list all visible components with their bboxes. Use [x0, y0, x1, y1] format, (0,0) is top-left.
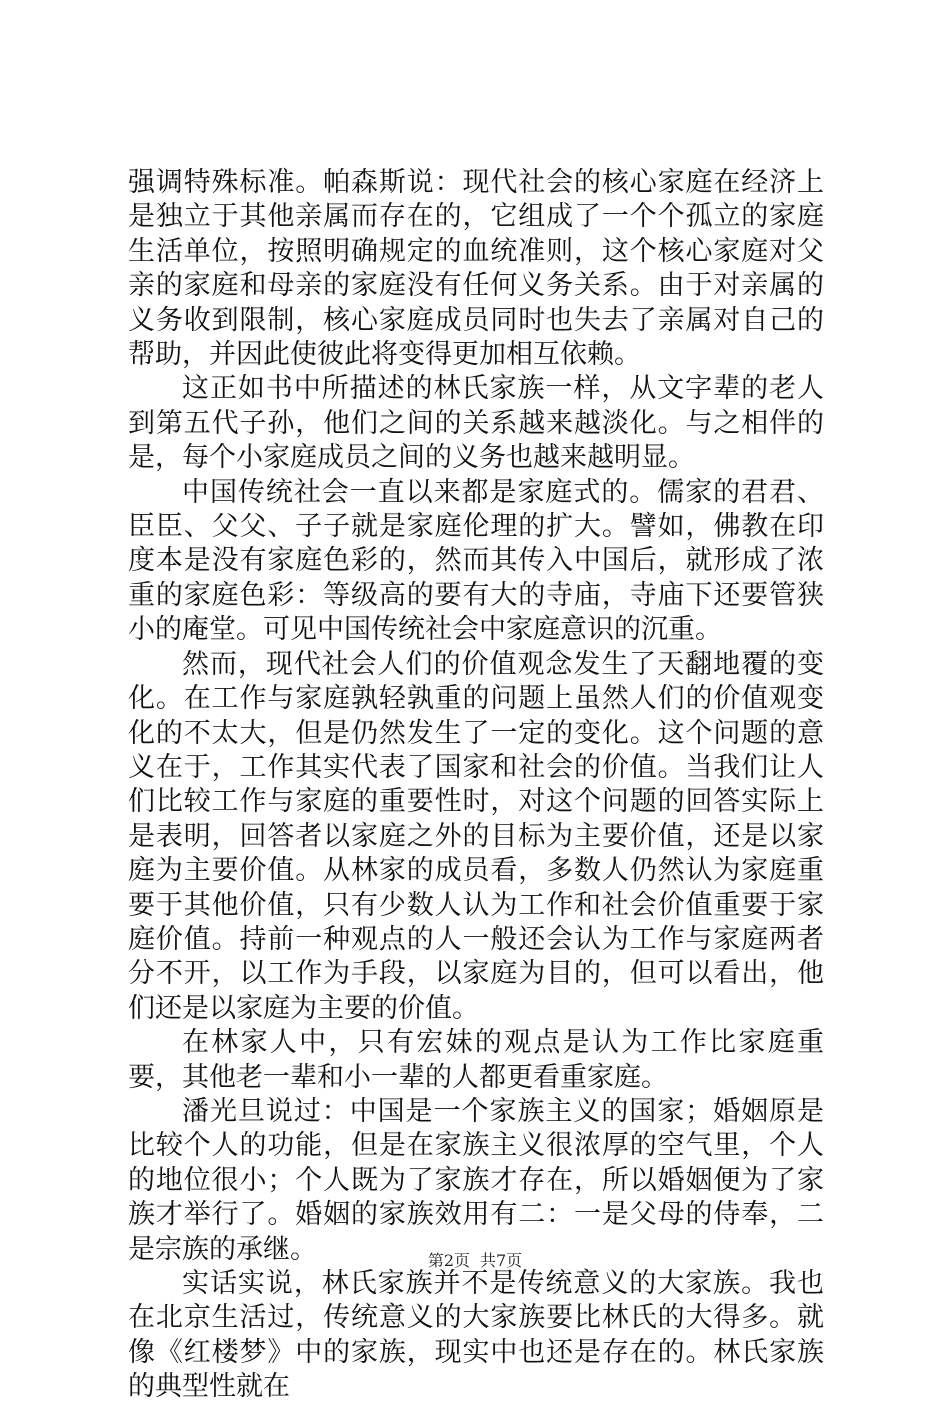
page-number: 第2页 [427, 1251, 470, 1270]
paragraph-4: 然而，现代社会人们的价值观念发生了天翻地覆的变化。在工作与家庭孰轻孰重的问题上虽然人们的价值观变化的不太大，但是仍然发生了一定的变化。这个问题的意义在于，工作其实代表了国家和社会的价值。当我们让人们比较工作与家庭的重要性时，对这个问题的回答实际上是表明，回答者以家庭之外的目标为主要价值，还是以家庭为主要价值。从林家的成员看，多数人仍然认为家庭重要于其他价值，只有少数人认为工作和社会价值重要于家庭价值。持前一种观点的人一般还会认为工作与家庭两者分不开，以工作为手段，以家庭为目的，但可以看出，他们还是以家庭为主要的价值。 [128, 648, 824, 1024]
document-body [128, 166, 824, 1405]
paragraph-2: 这正如书中所描述的林氏家族一样，从文字辈的老人到第五代子孙，他们之间的关系越来越淡化。与之相伴的是，每个小家庭成员之间的义务也越来越明显。 [128, 373, 824, 474]
page-footer [0, 1248, 950, 1271]
paragraph-7: 实话实说，林氏家族并不是传统意义的大家族。我也在北京生活过，传统意义的大家族要比林氏的大得多。就像《红楼梦》中的家族，现实中也还是存在的。林氏家族的典型性就在 [128, 1268, 824, 1403]
paragraph-5: 在林家人中，只有宏妹的观点是认为工作比家庭重要，其他老一辈和小一辈的人都更看重家庭。 [128, 1027, 824, 1093]
paragraph-6: 潘光旦说过：中国是一个家族主义的国家；婚姻原是比较个人的功能，但是在家族主义很浓厚的空气里，个人的地位很小；个人既为了家族才存在，所以婚姻便为了家族才举行了。婚姻的家族效用有二：一是父母的侍奉，二是宗族的承继。 [128, 1095, 824, 1265]
paragraph-1: 强调特殊标准。帕森斯说：现代社会的核心家庭在经济上是独立于其他亲属而存在的，它组成了一个个孤立的家庭生活单位，按照明确规定的血统准则，这个核心家庭对父亲的家庭和母亲的家庭没有任何义务关系。由于对亲属的义务收到限制，核心家庭成员同时也失去了亲属对自己的帮助，并因此使彼此将变得更加相互依赖。 [128, 167, 824, 371]
paragraph-3: 中国传统社会一直以来都是家庭式的。儒家的君君、臣臣、父父、子子就是家庭伦理的扩大。譬如，佛教在印度本是没有家庭色彩的，然而其传入中国后，就形成了浓重的家庭色彩：等级高的要有大的寺庙，寺庙下还要管狭小的庵堂。可见中国传统社会中家庭意识的沉重。 [128, 476, 824, 646]
page-total: 共7页 [480, 1251, 523, 1270]
